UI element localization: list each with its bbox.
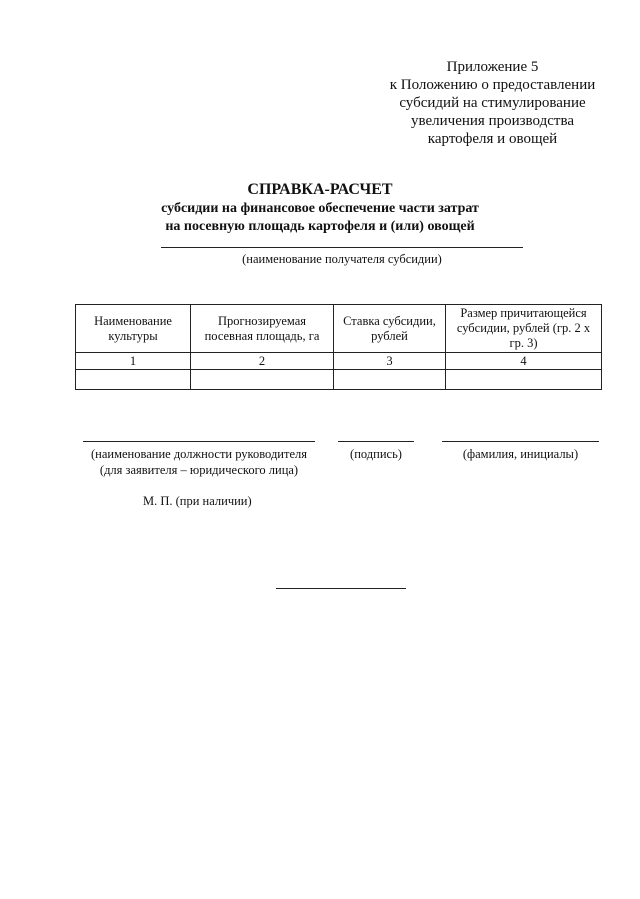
stamp-note: М. П. (при наличии) (143, 494, 252, 508)
appendix-line: Приложение 5 (446, 59, 539, 75)
table-cell (76, 370, 191, 390)
appendix-line: субсидий на стимулирование (399, 95, 586, 111)
column-number: 1 (76, 353, 191, 370)
position-line (83, 441, 315, 442)
closing-line (276, 588, 406, 589)
column-header: Ставка субсидии, рублей (334, 305, 446, 353)
signature-line (338, 441, 414, 442)
table-row (76, 370, 602, 390)
name-caption: (фамилия, инициалы) (462, 447, 579, 461)
appendix-line: картофеля и овощей (427, 131, 558, 147)
column-number-row (76, 353, 602, 370)
document-title (120, 180, 520, 236)
column-header: Размер причитающейся субсидии, рублей (гр. 2 х гр. 3) (446, 305, 602, 353)
position-caption (78, 446, 320, 478)
appendix-line: увеличения производства (411, 113, 574, 129)
title-sub-line: на посевную площадь картофеля и (или) овощей (165, 219, 475, 234)
table-header-row (76, 305, 602, 353)
position-caption-line: (наименование должности руководителя (91, 447, 307, 461)
table-cell (446, 370, 602, 390)
signature-caption: (подпись) (350, 447, 402, 461)
appendix-block (380, 58, 605, 148)
column-header: Прогнозируемая посевная площадь, га (191, 305, 334, 353)
recipient-caption: (наименование получателя субсидии) (242, 252, 442, 266)
column-number: 2 (191, 353, 334, 370)
column-header: Наименование культуры (76, 305, 191, 353)
table-cell (334, 370, 446, 390)
title-sub-line: субсидии на финансовое обеспечение части затрат (161, 201, 479, 216)
recipient-line (161, 247, 523, 248)
table-cell (191, 370, 334, 390)
calculation-table (75, 304, 602, 390)
name-line (442, 441, 599, 442)
column-number: 3 (334, 353, 446, 370)
position-caption-line: (для заявителя – юридического лица) (99, 463, 299, 477)
title-main: СПРАВКА-РАСЧЕТ (247, 181, 393, 198)
appendix-line: к Положению о предоставлении (389, 77, 596, 93)
column-number: 4 (446, 353, 602, 370)
